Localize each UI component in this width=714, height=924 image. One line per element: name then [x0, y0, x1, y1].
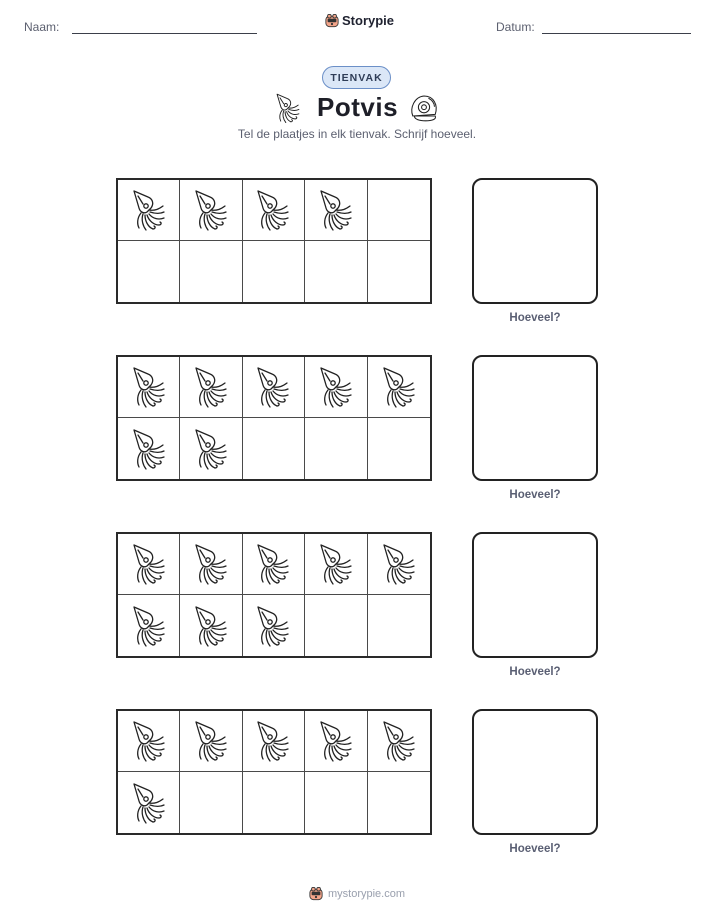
ten-frame-cell [305, 711, 367, 772]
page-title: Potvis [317, 92, 399, 122]
ten-frame-cell [368, 772, 430, 833]
ten-frame-cell [180, 418, 242, 479]
ten-frame-cell [243, 357, 305, 418]
ten-frame-cell [243, 534, 305, 595]
ten-frame-cell [180, 711, 242, 772]
squid-icon [379, 719, 419, 763]
ten-frame [116, 709, 432, 835]
answer-box[interactable] [472, 709, 598, 835]
answer-label: Hoeveel? [509, 666, 561, 678]
ten-frame-cell [305, 180, 367, 241]
name-label: Naam: [24, 20, 60, 34]
squid-icon [191, 188, 231, 232]
answer-label: Hoeveel? [509, 312, 561, 324]
squid-icon [129, 427, 169, 471]
brand-name: Storypie [342, 13, 395, 28]
date-label: Datum: [496, 20, 535, 34]
ten-frame-cell [368, 534, 430, 595]
squid-icon [253, 604, 293, 648]
answer-label: Hoeveel? [509, 489, 561, 501]
ten-frame-cell [118, 357, 180, 418]
squid-icon [129, 604, 169, 648]
ten-frame-cell [180, 595, 242, 656]
ten-frame-cell [180, 357, 242, 418]
squid-icon [253, 542, 293, 586]
ten-frame-cell [118, 241, 180, 302]
squid-icon [191, 719, 231, 763]
squid-icon [129, 188, 169, 232]
squid-icon [253, 719, 293, 763]
ten-frame-cell [118, 772, 180, 833]
ten-frame-cell [305, 241, 367, 302]
squid-icon [316, 188, 356, 232]
squid-icon [379, 542, 419, 586]
ten-frame-cell [243, 711, 305, 772]
storypie-logo-icon [325, 13, 339, 28]
squid-icon [316, 542, 356, 586]
squid-icon [129, 781, 169, 825]
ten-frame-cell [368, 595, 430, 656]
squid-icon [191, 604, 231, 648]
ten-frame-cell [368, 241, 430, 302]
ten-frame-cell [180, 772, 242, 833]
squid-icon [129, 365, 169, 409]
ten-frame-cell [118, 711, 180, 772]
squid-icon [272, 92, 304, 124]
squid-icon [253, 365, 293, 409]
footer-url: mystorypie.com [327, 887, 406, 900]
ten-frame-cell [118, 595, 180, 656]
ten-frame-cell [118, 180, 180, 241]
ten-frame-cell [305, 357, 367, 418]
name-line[interactable] [72, 33, 257, 34]
footer [0, 886, 714, 901]
squid-icon [129, 542, 169, 586]
squid-icon [316, 719, 356, 763]
answer-box[interactable] [472, 178, 598, 304]
category-badge: TIENVAK [322, 66, 391, 89]
ten-frame-cell [368, 357, 430, 418]
date-line[interactable] [542, 33, 691, 34]
squid-icon [379, 365, 419, 409]
brand [325, 13, 394, 28]
ten-frame-cell [305, 595, 367, 656]
ten-frame-cell [243, 241, 305, 302]
ten-frame-cell [305, 772, 367, 833]
ten-frame-cell [180, 534, 242, 595]
ten-frame-cell [305, 418, 367, 479]
ten-frame-cell [243, 180, 305, 241]
ten-frame-cell [118, 418, 180, 479]
answer-label: Hoeveel? [509, 843, 561, 855]
ten-frame-cell [243, 772, 305, 833]
ten-frame [116, 355, 432, 481]
ten-frame-cell [368, 180, 430, 241]
instructions: Tel de plaatjes in elk tienvak. Schrijf hoeveel. [237, 127, 477, 141]
ten-frame [116, 178, 432, 304]
squid-icon [191, 365, 231, 409]
squid-icon [253, 188, 293, 232]
ten-frame-cell [243, 418, 305, 479]
ten-frame-cell [368, 711, 430, 772]
squid-icon [191, 427, 231, 471]
ten-frame-cell [180, 180, 242, 241]
squid-icon [191, 542, 231, 586]
answer-box[interactable] [472, 532, 598, 658]
ten-frame-cell [180, 241, 242, 302]
ten-frame-cell [368, 418, 430, 479]
shell-icon [408, 92, 440, 124]
ten-frame [116, 532, 432, 658]
ten-frame-cell [305, 534, 367, 595]
storypie-logo-icon [309, 886, 323, 901]
squid-icon [316, 365, 356, 409]
ten-frame-cell [243, 595, 305, 656]
squid-icon [129, 719, 169, 763]
answer-box[interactable] [472, 355, 598, 481]
ten-frame-cell [118, 534, 180, 595]
